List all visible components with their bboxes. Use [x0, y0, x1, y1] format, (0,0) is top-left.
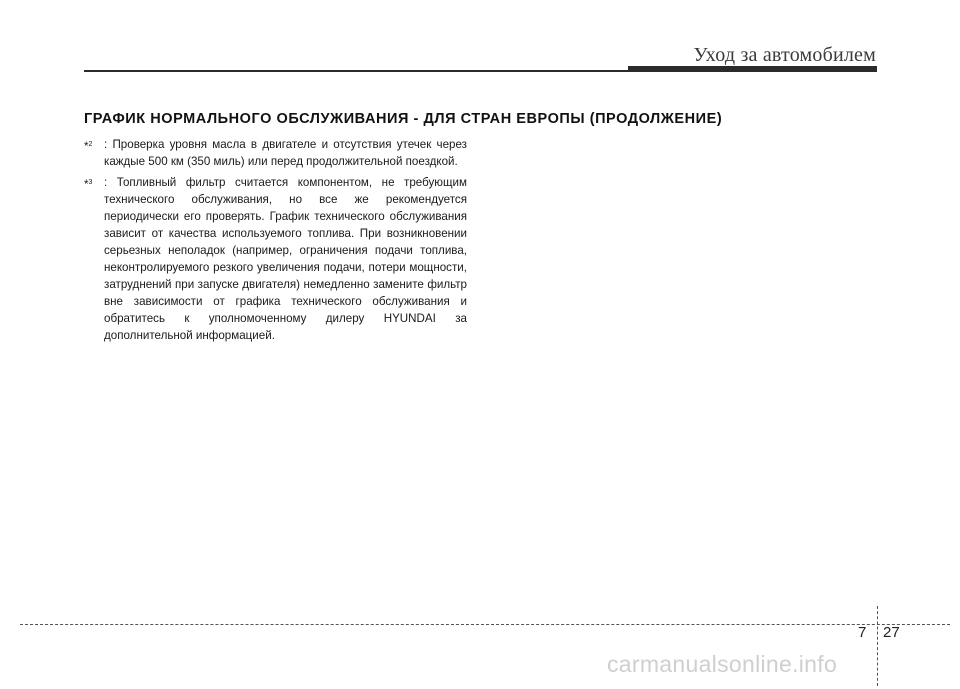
footnote-text: : Топливный фильтр считается компонентом, не требующим технического обслуживания, но все же рекомендуется периодически его проверять. График технического обслуживания зависит от качества используемого топлива. При возникновении серьезных неполадок (например, ограничения подачи топлива, неконтролируемого резкого увеличения подачи, потери мощности, затруднений при запуске двигателя) немедленно замените фильтр вне зависимости от графика технического обслуживания и обратитесь к уполномоченному дилеру HYUNDAI за дополнительной информацией. [104, 176, 467, 342]
page-chapter-number: 7 [858, 624, 867, 641]
watermark: carmanualsonline.info [607, 651, 838, 677]
footnote-text: : Проверка уровня масла в двигателе и отсутствия утечек через каждые 500 км (350 миль) или перед продолжительной поездкой. [104, 138, 467, 168]
footnotes [84, 136, 467, 348]
footer-rule [20, 624, 950, 625]
footnote-asterisk: * [84, 178, 89, 191]
footnote-number: 2 [88, 141, 93, 148]
header-rule-accent [628, 66, 877, 72]
section-heading: ГРАФИК НОРМАЛЬНОГО ОБСЛУЖИВАНИЯ - ДЛЯ СТРАН ЕВРОПЫ (ПРОДОЛЖЕНИЕ) [84, 111, 723, 127]
footnote-marker [84, 174, 104, 344]
header-rule [84, 70, 628, 72]
footer-divider [877, 606, 878, 686]
footnote-3 [84, 174, 467, 344]
footnote-marker [84, 136, 104, 170]
footnote-number: 3 [88, 179, 93, 186]
page-number: 27 [883, 624, 900, 641]
footnote-asterisk: * [84, 140, 89, 153]
footnote-2 [84, 136, 467, 170]
chapter-title: Уход за автомобилем [693, 44, 876, 66]
